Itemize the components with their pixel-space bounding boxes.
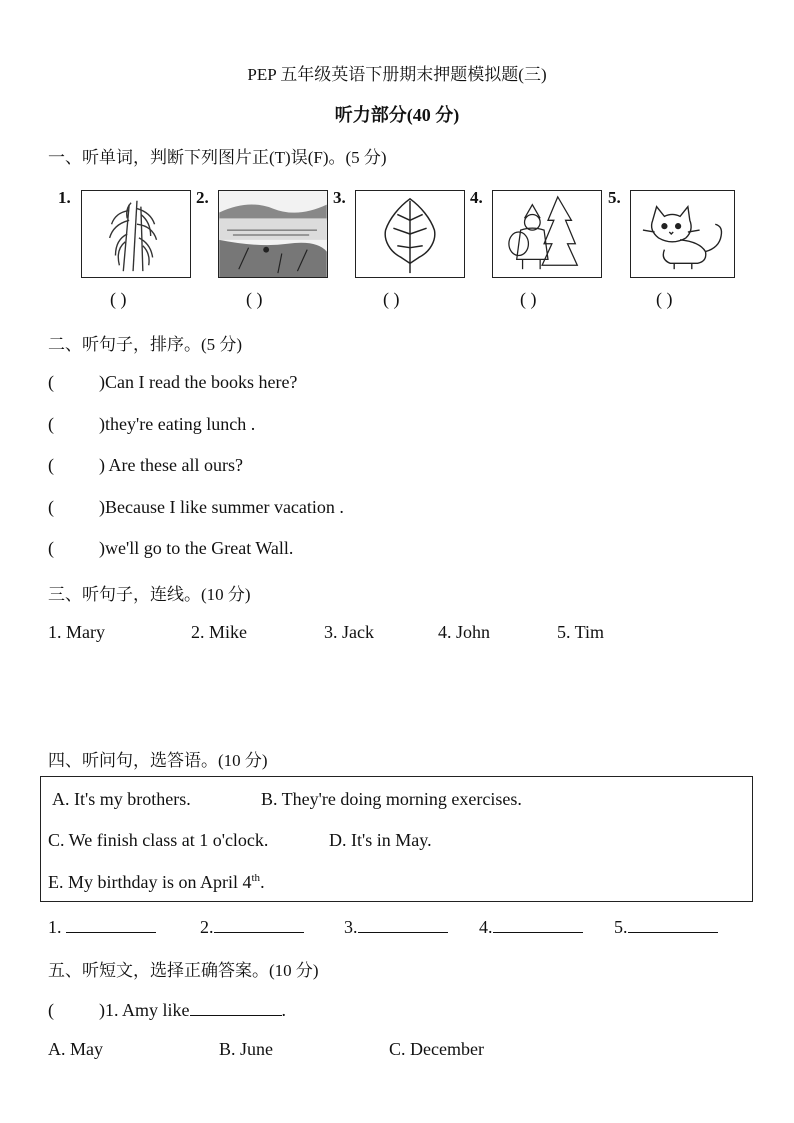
choice-a[interactable]: A. May	[48, 1039, 103, 1059]
option-e	[48, 872, 265, 893]
section-subtitle: 听力部分(40 分)	[334, 105, 460, 125]
option-e-superscript: th	[251, 872, 261, 884]
name-item[interactable]: 1. Mary	[48, 622, 105, 642]
section5-heading: 五、听短文，选择正确答案。(10 分)	[48, 961, 319, 980]
option-b: B. They're doing morning exercises.	[261, 789, 522, 809]
answer-slot[interactable]: 2.	[200, 914, 304, 938]
sentence-text: Are these all ours?	[105, 455, 243, 475]
answer-slot[interactable]: 1.	[48, 914, 156, 938]
santa-tree-icon	[492, 190, 602, 278]
name-item[interactable]: 4. John	[438, 622, 491, 642]
answer-blank[interactable]: ( )	[520, 289, 537, 309]
order-blank[interactable]: ( )	[48, 497, 105, 517]
answer-blank[interactable]: ( )	[48, 1000, 105, 1020]
order-blank[interactable]: ( )	[48, 455, 105, 475]
name-item[interactable]: 3. Jack	[324, 622, 374, 642]
answer-blank[interactable]: ( )	[246, 289, 263, 309]
answer-blank[interactable]: ( )	[383, 289, 400, 309]
section4-heading: 四、听问句，选答语。(10 分)	[48, 751, 268, 770]
order-blank[interactable]: ( )	[48, 372, 105, 392]
order-blank[interactable]: ( )	[48, 538, 105, 558]
lake-scene-icon	[218, 190, 328, 278]
item-number: 2.	[196, 188, 209, 207]
cat-icon	[630, 190, 735, 278]
question-1: ( )1. Amy like .	[48, 997, 286, 1021]
question-text: 1. Amy like	[105, 1000, 190, 1020]
list-item	[48, 414, 255, 435]
order-blank[interactable]: ( )	[48, 414, 105, 434]
leaf-icon	[355, 190, 465, 278]
bamboo-icon	[81, 190, 191, 278]
list-item	[48, 497, 344, 518]
item-number: 5.	[608, 188, 621, 207]
choice-c[interactable]: C. December	[389, 1039, 484, 1059]
sentence-text: we'll go to the Great Wall.	[105, 538, 294, 558]
answer-slot[interactable]: 3.	[344, 914, 448, 938]
choice-b[interactable]: B. June	[219, 1039, 273, 1059]
option-d: D. It's in May.	[329, 830, 432, 850]
page-title: PEP 五年级英语下册期末押题模拟题(三)	[247, 65, 547, 84]
item-number: 4.	[470, 188, 483, 207]
sentence-text: Can I read the books here?	[105, 372, 298, 392]
section3-heading: 三、听句子，连线。(10 分)	[48, 585, 251, 604]
sentence-text: they're eating lunch .	[105, 414, 256, 434]
option-e-text: E. My birthday is on April 4	[48, 872, 252, 892]
answer-blank[interactable]: ( )	[656, 289, 673, 309]
list-item	[48, 538, 293, 559]
list-item	[48, 372, 297, 393]
answer-blank[interactable]: ( )	[110, 289, 127, 309]
list-item	[48, 455, 243, 476]
answer-slot[interactable]: 4.	[479, 914, 583, 938]
sentence-text: Because I like summer vacation .	[105, 497, 344, 517]
name-item[interactable]: 5. Tim	[557, 622, 605, 642]
name-item[interactable]: 2. Mike	[191, 622, 247, 642]
answer-slot[interactable]: 5.	[614, 914, 718, 938]
item-number: 3.	[333, 188, 346, 207]
item-number: 1.	[58, 188, 71, 207]
section1-heading: 一、听单词，判断下列图片正(T)误(F)。(5 分)	[48, 148, 387, 167]
option-e-end: .	[260, 872, 265, 892]
section2-heading: 二、听句子，排序。(5 分)	[48, 335, 243, 354]
fill-in-line[interactable]	[190, 997, 282, 1016]
option-a: A. It's my brothers.	[52, 789, 191, 809]
option-c: C. We finish class at 1 o'clock.	[48, 830, 269, 850]
